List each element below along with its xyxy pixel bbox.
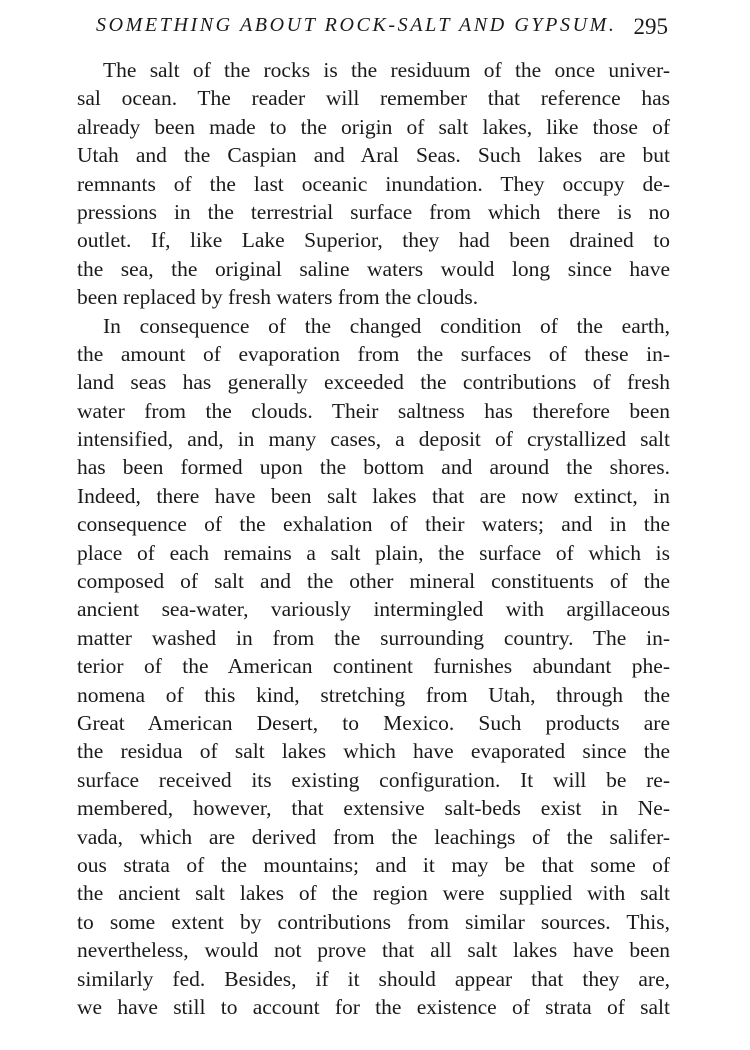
text-line: nomena of this kind, stretching from Utah, through the — [77, 682, 670, 707]
text-line: we have still to account for the existence of strata of salt — [77, 994, 670, 1019]
text-line: land seas has generally exceeded the contributions of fresh — [77, 370, 670, 395]
text-line: already been made to the origin of salt lakes, like those of — [77, 114, 670, 139]
text-line: the amount of evaporation from the surfaces of these in- — [77, 341, 670, 366]
running-header — [96, 14, 668, 44]
text-line: been replaced by fresh waters from the clouds. — [77, 285, 479, 310]
text-line: nevertheless, would not prove that all salt lakes have been — [77, 938, 670, 963]
text-line: ous strata of the mountains; and it may be that some of — [77, 852, 670, 877]
paragraph — [77, 312, 670, 1022]
text-line: intensified, and, in many cases, a deposit of crystallized salt — [77, 427, 670, 452]
page-number: 295 — [633, 14, 668, 39]
text-line: similarly fed. Besides, if it should appear that they are, — [77, 966, 670, 991]
paragraph — [77, 56, 670, 312]
text-line: the residua of salt lakes which have evaporated since the — [77, 739, 670, 764]
text-line: surface received its existing configuration. It will be re- — [77, 767, 670, 792]
text-line: composed of salt and the other mineral constituents of the — [77, 569, 670, 594]
text-line: the sea, the original saline waters would long since have — [77, 256, 670, 281]
text-line: vada, which are derived from the leachings of the salifer- — [77, 824, 670, 849]
text-line: outlet. If, like Lake Superior, they had been drained to — [77, 228, 670, 253]
text-line: place of each remains a salt plain, the surface of which is — [77, 540, 670, 565]
text-line: pressions in the terrestrial surface from which there is no — [77, 199, 670, 224]
text-line: ancient sea-water, variously intermingled with argillaceous — [77, 597, 670, 622]
text-line: The salt of the rocks is the residuum of the once univer- — [103, 58, 670, 82]
text-line: water from the clouds. Their saltness has therefore been — [77, 398, 670, 423]
text-line: matter washed in from the surrounding country. The in- — [77, 625, 670, 650]
body-text — [77, 56, 670, 1021]
text-line: membered, however, that extensive salt-beds exist in Ne- — [77, 796, 670, 821]
text-line: Great American Desert, to Mexico. Such products are — [77, 710, 670, 735]
text-line: consequence of the exhalation of their waters; and in the — [77, 512, 670, 537]
text-line: to some extent by contributions from similar sources. This, — [77, 909, 670, 934]
text-line: terior of the American continent furnishes abundant phe- — [77, 654, 670, 679]
running-title: SOMETHING ABOUT ROCK-SALT AND GYPSUM. — [96, 14, 617, 36]
text-line: the ancient salt lakes of the region were supplied with salt — [77, 881, 670, 906]
text-line: remnants of the last oceanic inundation. They occupy de- — [77, 171, 670, 196]
text-line: has been formed upon the bottom and around the shores. — [77, 455, 670, 480]
text-line: Indeed, there have been salt lakes that are now extinct, in — [77, 483, 670, 508]
text-line: In consequence of the changed condition of the earth, — [103, 313, 670, 338]
text-line: Utah and the Caspian and Aral Seas. Such lakes are but — [77, 143, 670, 168]
text-line: sal ocean. The reader will remember that reference has — [77, 86, 670, 111]
